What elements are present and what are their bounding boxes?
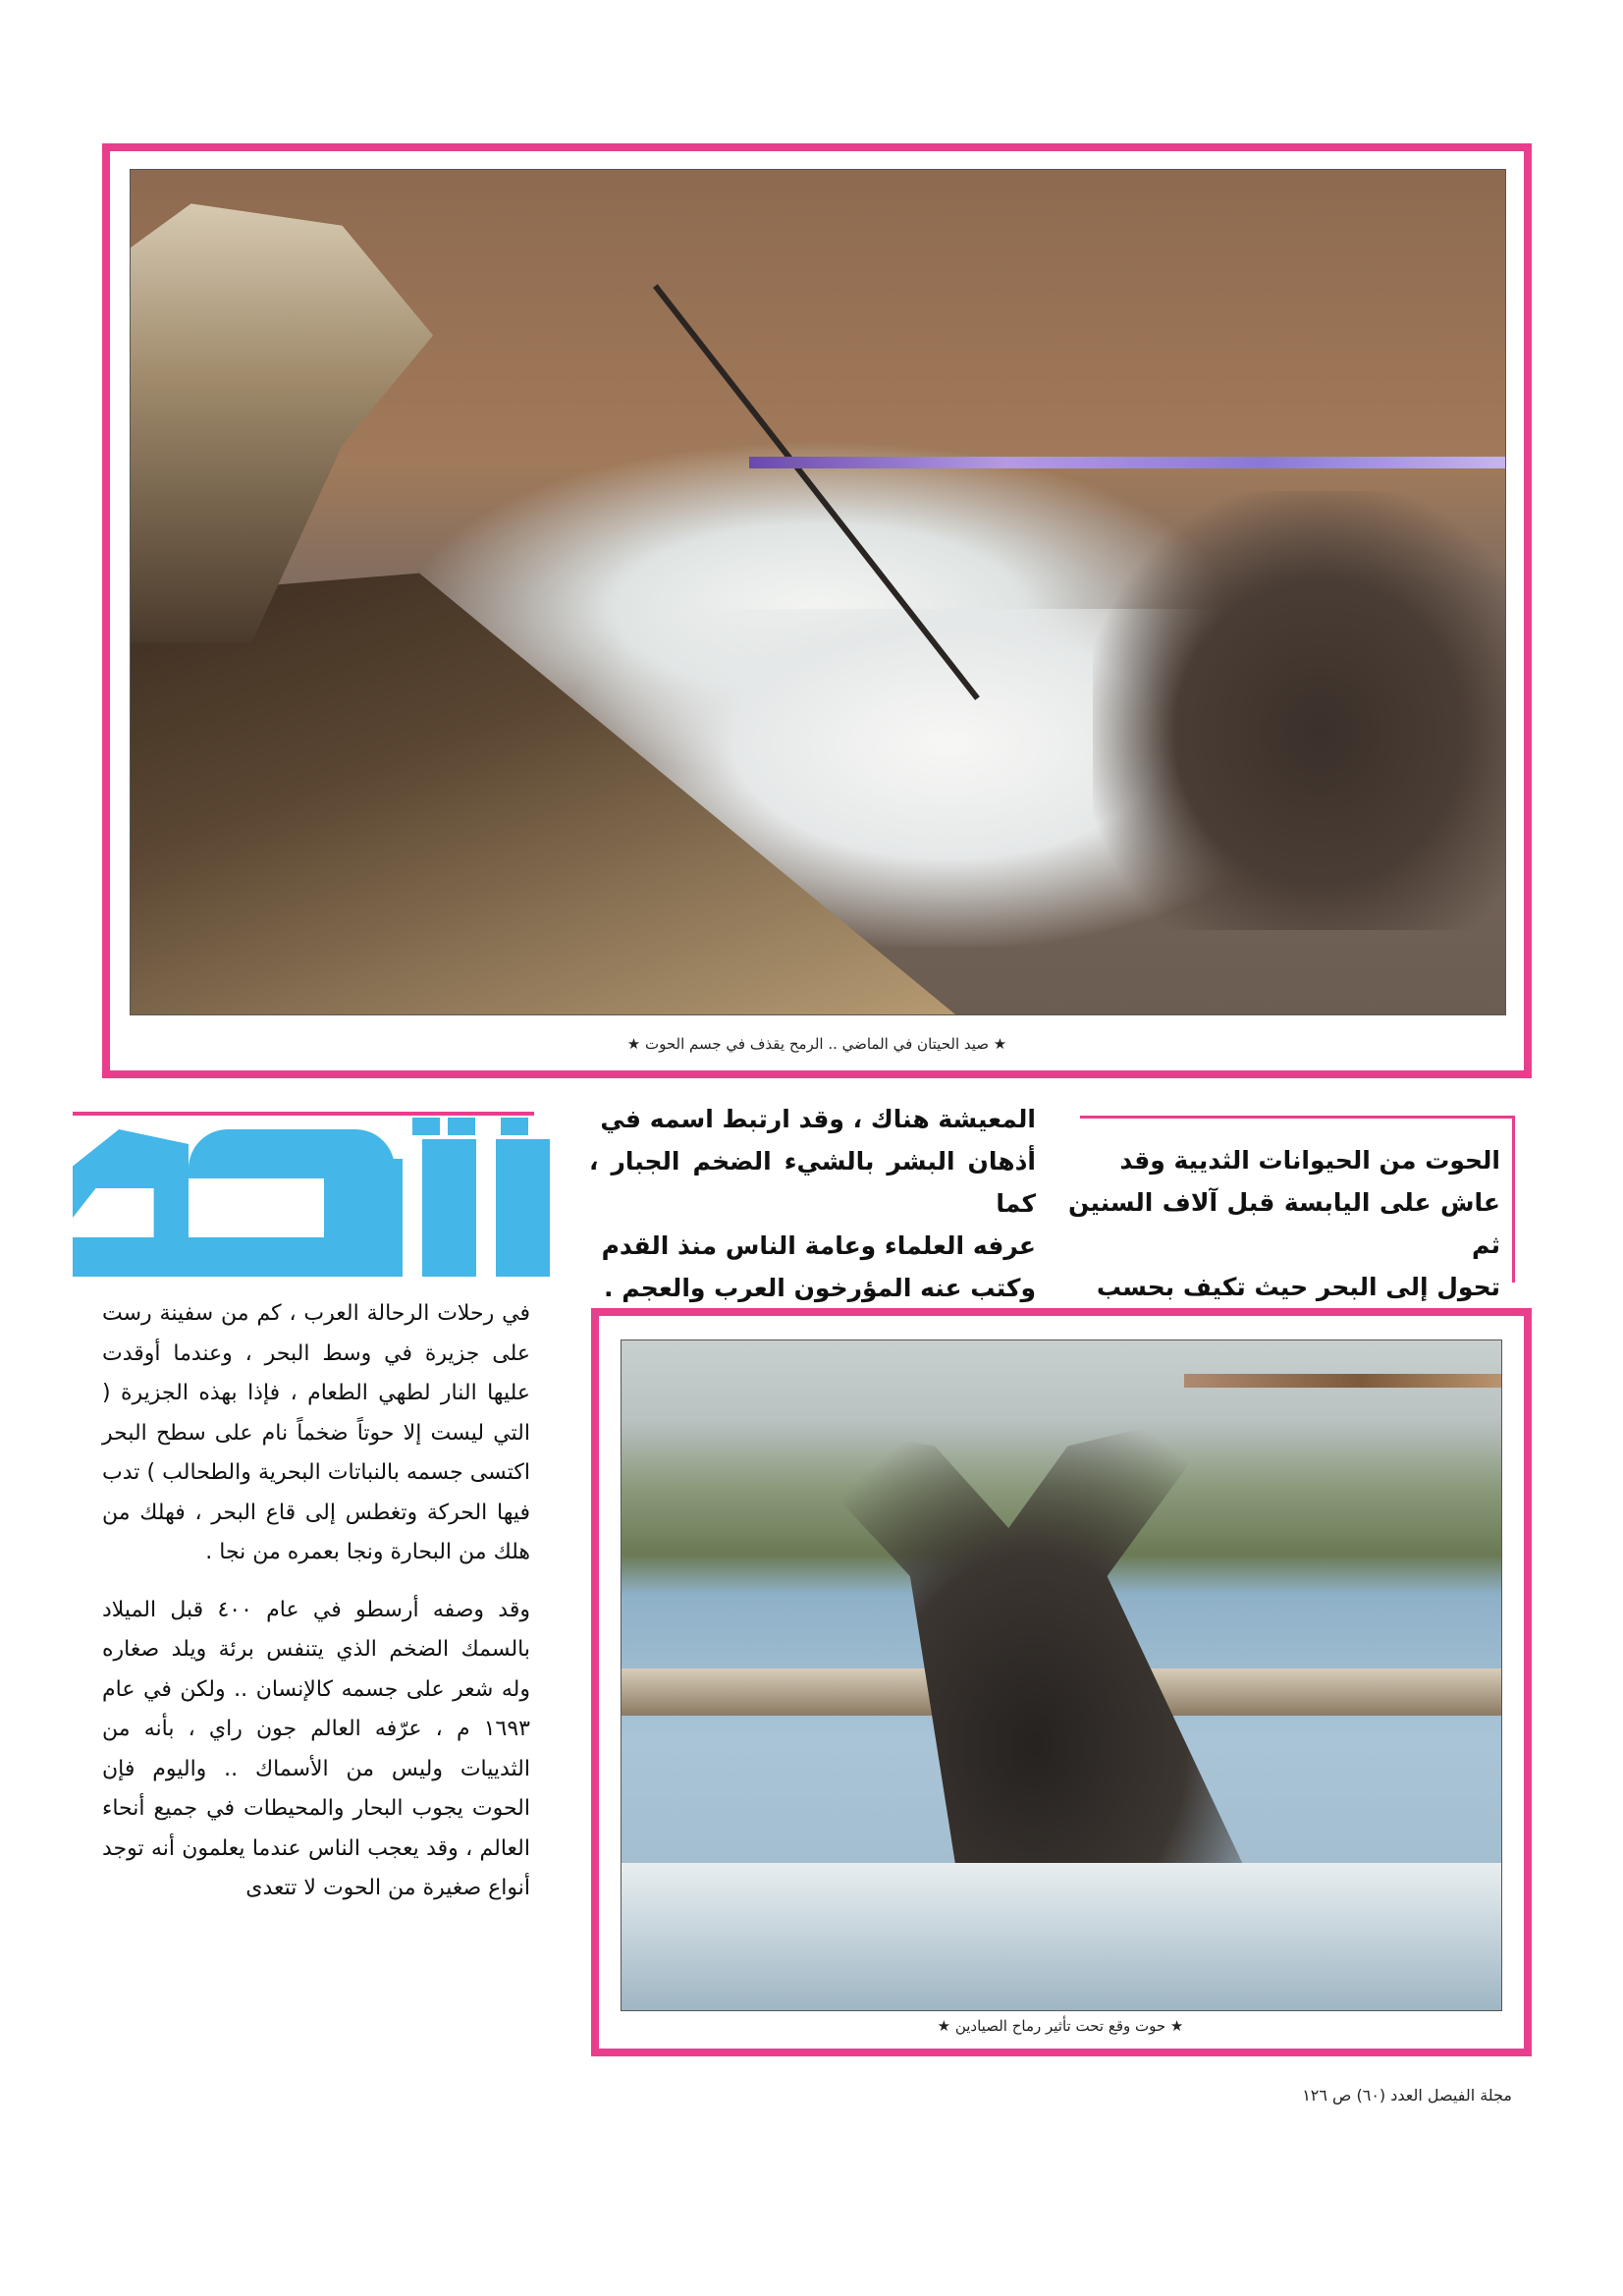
top-photo-frame [102, 143, 1532, 1078]
intro-top-rule [73, 1112, 534, 1116]
intro-line: وكتب عنه المؤرخون العرب والعجم . [604, 1274, 1036, 1302]
title-stroke [73, 1237, 397, 1277]
bottom-photo-caption: ★ حوت وقع تحت تأثير رماح الصيادين ★ [937, 2017, 1184, 2035]
title-stroke [501, 1118, 528, 1135]
intro-side-rule [1512, 1116, 1515, 1283]
sea-splash [622, 1863, 1501, 2010]
body-paragraph: وقد وصفه أرسطو في عام ٤٠٠ قبل الميلاد بالسمك الضخم الذي يتنفس برئة ويلد صغاره وله شعر على جسمه كالإنسان .. ولكن في عام ١٦٩٣ م ، عرّفه العالم جون راي ، بأنه من الثدييات وليس من الأسماك .. واليوم فإن الحوت يجوب البحار والمحيطات في جميع أنحاء العالم ، وقد يعجب الناس عندما يعلمون أنه توجد أنواع صغيرة من الحوت لا تتعدى [102, 1597, 530, 1900]
intro-left-column [589, 1098, 1036, 1309]
title-stroke [412, 1118, 440, 1135]
whale-tail-photo [621, 1339, 1502, 2011]
bottom-photo-frame [591, 1308, 1532, 2056]
intro-top-rule [1080, 1116, 1512, 1119]
intro-line: تحول إلى البحر حيث تكيف بحسب [1096, 1273, 1500, 1301]
intro-line: الحوت من الحيوانات الثديية وقد [1119, 1146, 1500, 1175]
page-footer: مجلة الفيصل العدد (٦٠) ص ١٢٦ [1302, 2086, 1512, 2105]
intro-line: المعيشة هناك ، وقد ارتبط اسمه في [600, 1105, 1036, 1133]
scan-artifact [1184, 1374, 1502, 1388]
whale-body [1093, 491, 1505, 930]
whale-hunt-photo [130, 169, 1506, 1015]
body-paragraph: في رحلات الرحالة العرب ، كم من سفينة رست على جزيرة في وسط البحر ، وعندما أوقدت عليها النار لطهي الطعام ، فإذا بهذه الجزيرة ( التي ليست إلا حوتاً ضخماً نام على سطح البحر اكتسى جسمه بالنباتات البحرية والطحالب ) تدب فيها الحركة وتغطس إلى قاع البحر ، فهلك من هلك من البحارة ونجا بعمره من نجا . [102, 1301, 530, 1564]
intro-right-column [1068, 1139, 1500, 1308]
title-stroke [496, 1139, 550, 1277]
top-photo-caption: ★ صيد الحيتان في الماضي .. الرمح يقذف في جسم الحوت ★ [626, 1035, 1007, 1053]
scan-artifact [749, 457, 1506, 468]
title-stroke [422, 1139, 476, 1277]
intro-line: عاش على اليابسة قبل آلاف السنين ثم [1068, 1188, 1500, 1259]
intro-line: أذهان البشر بالشيء الضخم الجبار ، كما [589, 1147, 1036, 1218]
title-stroke [448, 1118, 475, 1135]
intro-line: عرفه العلماء وعامة الناس منذ القدم [601, 1231, 1036, 1260]
whale-tail [762, 1407, 1255, 1889]
article-body [102, 1294, 530, 1927]
